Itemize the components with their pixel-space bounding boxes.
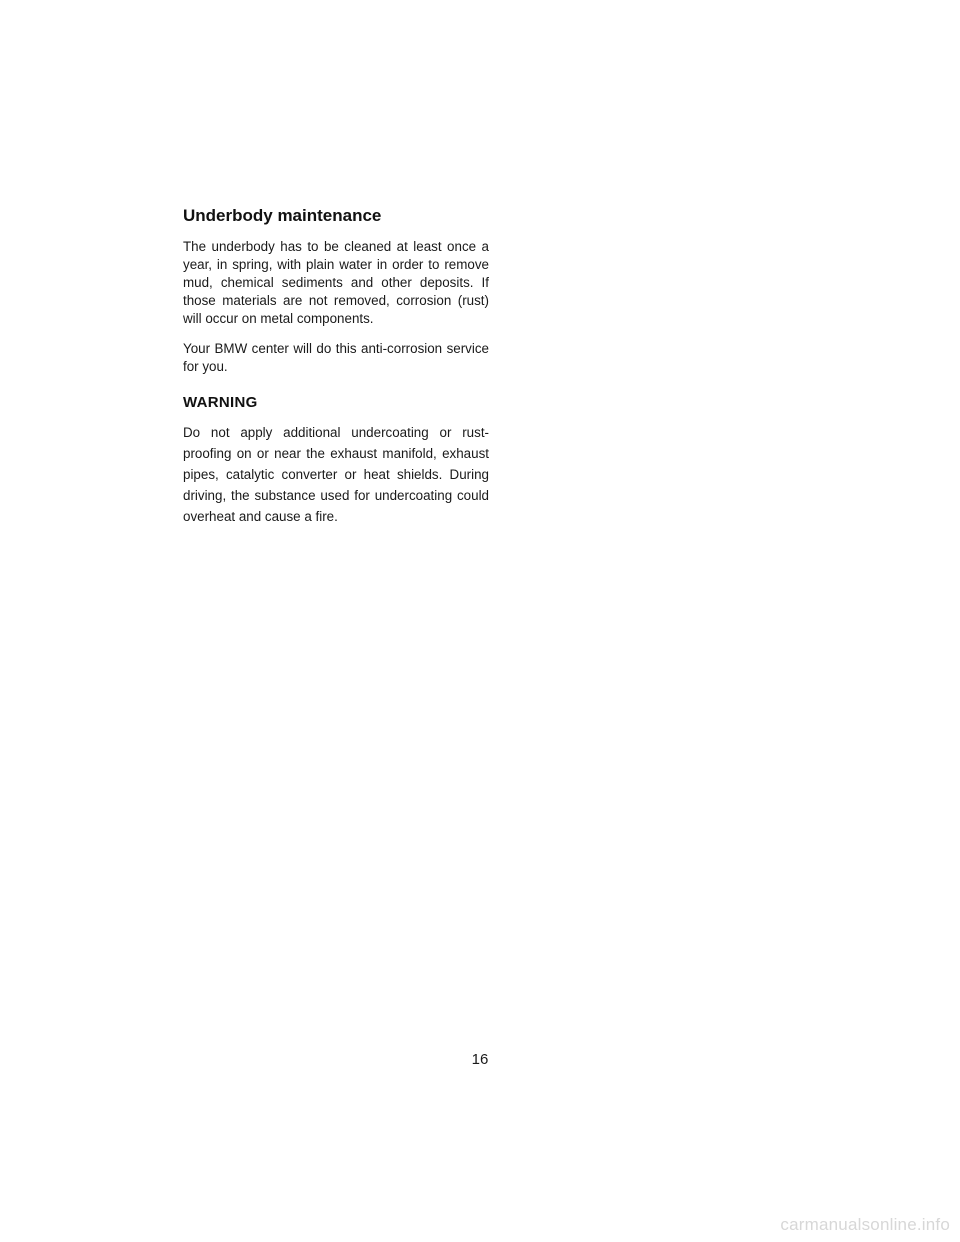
warning-text: Do not apply additional undercoating or rust-proofing on or near the exhaust manifold, exhaust pipes, catalytic converter or heat shields. During driving, the substance used for undercoating could overheat and cause a fire. <box>183 425 489 524</box>
warning-title: WARNING <box>183 394 258 411</box>
section-title: Underbody maintenance <box>183 206 382 225</box>
body-paragraph: Your BMW center will do this anti-corrosion service for you. <box>183 341 489 374</box>
content-column <box>183 204 489 527</box>
page-number: 16 <box>471 1051 489 1068</box>
watermark: carmanualsonline.info <box>780 1215 950 1234</box>
body-paragraph: The underbody has to be cleaned at least once a year, in spring, with plain water in order to remove mud, chemical sediments and other deposits. If those materials are not removed, corrosion (rust) will occur on metal components. <box>183 239 489 326</box>
